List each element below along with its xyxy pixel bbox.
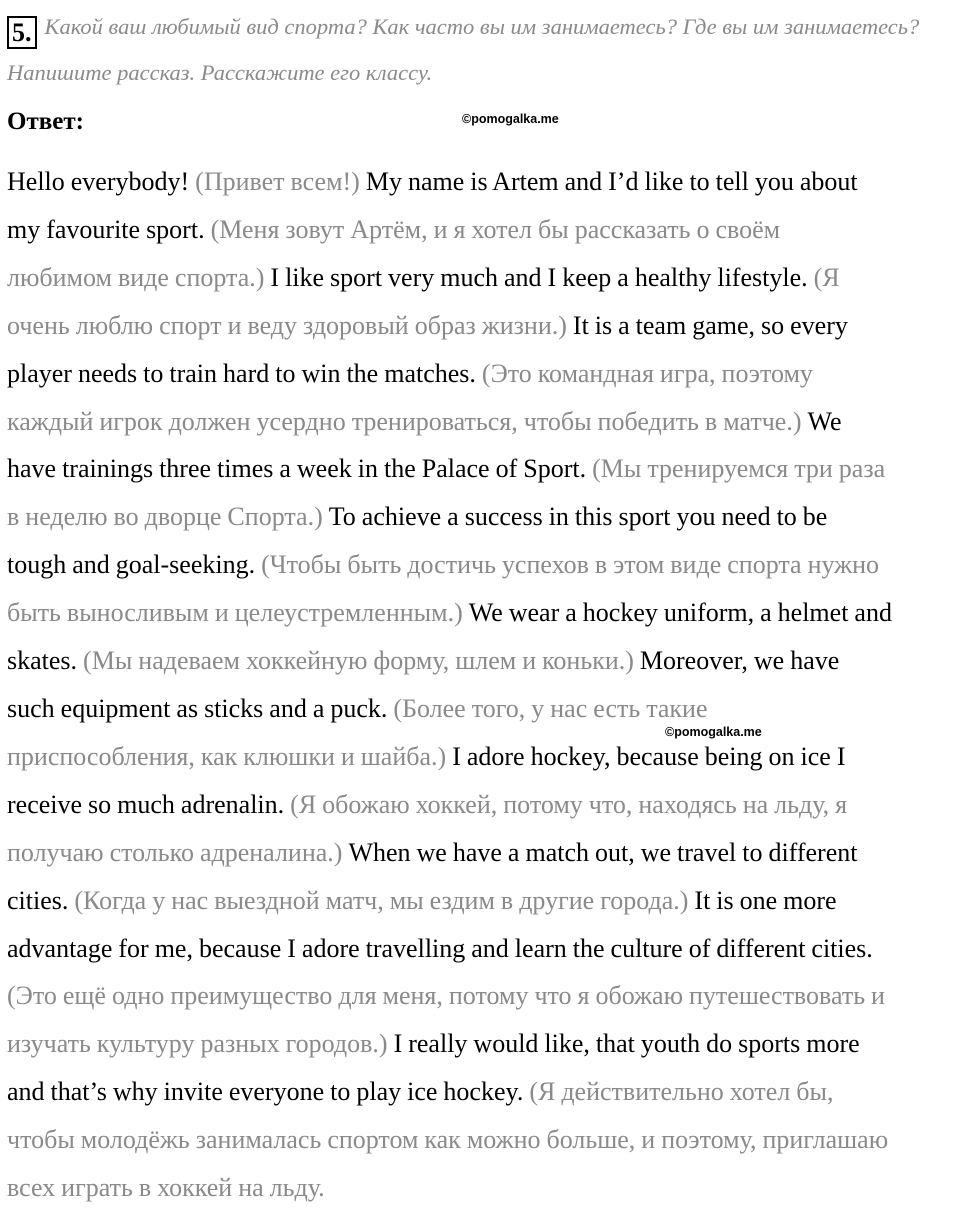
russian-translation: очень люблю спорт и веду здоровый образ жизни.) — [7, 310, 573, 340]
english-text: It is a team game, so every — [572, 310, 848, 340]
english-text: skates. — [7, 646, 84, 676]
russian-translation: (Это ещё одно преимущество для меня, потому что я обожаю путешествовать и — [7, 981, 885, 1011]
answer-label: Ответ: — [7, 108, 84, 135]
russian-translation: любимом виде спорта.) — [7, 262, 271, 292]
task-number: 5. — [7, 16, 37, 49]
english-text: Moreover, we have — [639, 646, 840, 676]
task-text: Какой ваш любимый вид спорта? Как часто вы им занимаетесь? Где вы им занимаетесь? Напишите рассказ. Расскажите его классу. — [7, 14, 920, 85]
russian-translation: (Я — [813, 262, 840, 292]
russian-translation: (Я обожаю хоккей, потому что, находясь на льду, я — [290, 789, 848, 819]
text-line — [7, 829, 960, 877]
russian-translation: (Чтобы быть достичь успехов в этом виде спорта нужно — [261, 550, 880, 580]
english-text: such equipment as sticks and a puck. — [7, 693, 394, 723]
text-line — [7, 781, 960, 829]
russian-translation: (Мы тренируемся три раза — [592, 454, 886, 484]
russian-translation: (Меня зовут Артём, и я хотел бы рассказать о своём — [210, 214, 781, 244]
english-text: Hello everybody! — [7, 167, 196, 196]
text-line — [7, 493, 960, 541]
russian-translation: (Более того, у нас есть такие — [393, 693, 708, 723]
russian-translation: (Это командная игра, поэтому — [481, 358, 813, 388]
russian-translation: быть выносливым и целеустремленным.) — [7, 598, 469, 628]
english-text: have trainings three times a week in the Palace of Sport. — [7, 454, 593, 484]
text-line — [7, 733, 960, 781]
russian-translation: (Я действительно хотел бы, — [529, 1077, 834, 1107]
russian-translation: (Мы надеваем хоккейную форму, шлем и коньки.) — [83, 646, 640, 676]
english-text: We wear a hockey uniform, a helmet and — [468, 598, 892, 628]
english-text: My name is Artem and I’d like to tell you about — [365, 167, 858, 196]
text-line — [7, 637, 960, 685]
english-text: receive so much adrenalin. — [7, 789, 291, 819]
text-line — [7, 541, 960, 589]
text-line — [7, 1116, 960, 1164]
russian-translation: получаю столько адреналина.) — [7, 837, 349, 867]
watermark: ©pomogalka.me — [665, 725, 762, 739]
english-text: tough and goal-seeking. — [7, 550, 262, 580]
russian-translation: (Привет всем!) — [195, 167, 366, 196]
text-line — [7, 1020, 960, 1068]
russian-translation: в неделю во дворце Спорта.) — [7, 502, 329, 532]
russian-translation: изучать культуру разных городов.) — [7, 1029, 394, 1059]
text-line — [7, 972, 960, 1020]
russian-translation: всех играть в хоккей на льду. — [7, 1173, 325, 1203]
english-text: cities. — [7, 885, 75, 915]
english-text: and that’s why invite everyone to play ice hockey. — [7, 1077, 530, 1107]
text-line — [7, 254, 960, 302]
text-line — [7, 925, 960, 973]
english-text: player needs to train hard to win the matches. — [7, 358, 482, 388]
english-text: I really would like, that youth do sports more — [393, 1029, 860, 1059]
text-line — [7, 589, 960, 637]
english-text: When we have a match out, we travel to different — [348, 837, 858, 867]
russian-translation: (Когда у нас выездной матч, мы ездим в другие города.) — [74, 885, 695, 915]
text-line — [7, 206, 960, 254]
russian-translation: чтобы молодёжь занималась спортом как можно больше, и поэтому, приглашаю — [7, 1125, 889, 1155]
russian-translation: каждый игрок должен усердно тренироваться, чтобы победить в матче.) — [7, 406, 808, 436]
english-text: We — [807, 406, 842, 436]
text-line — [7, 445, 960, 493]
text-line — [7, 302, 960, 350]
english-text: I like sport very much and I keep a healthy lifestyle. — [270, 262, 814, 292]
text-line — [7, 1068, 960, 1116]
text-line — [7, 398, 960, 446]
text-line — [7, 685, 960, 733]
text-line — [7, 1164, 960, 1212]
english-text: To achieve a success in this sport you need to be — [328, 502, 828, 532]
text-line — [7, 158, 960, 206]
answer-text — [7, 158, 960, 1212]
task-prompt — [7, 4, 955, 96]
english-text: advantage for me, because I adore travelling and learn the culture of different cities. — [7, 933, 873, 963]
russian-translation: приспособления, как клюшки и шайба.) — [7, 741, 453, 771]
text-line — [7, 350, 960, 398]
english-text: my favourite sport. — [7, 214, 211, 244]
text-line — [7, 877, 960, 925]
english-text: I adore hockey, because being on ice I — [452, 741, 846, 771]
watermark: ©pomogalka.me — [462, 112, 559, 126]
english-text: It is one more — [694, 885, 837, 915]
